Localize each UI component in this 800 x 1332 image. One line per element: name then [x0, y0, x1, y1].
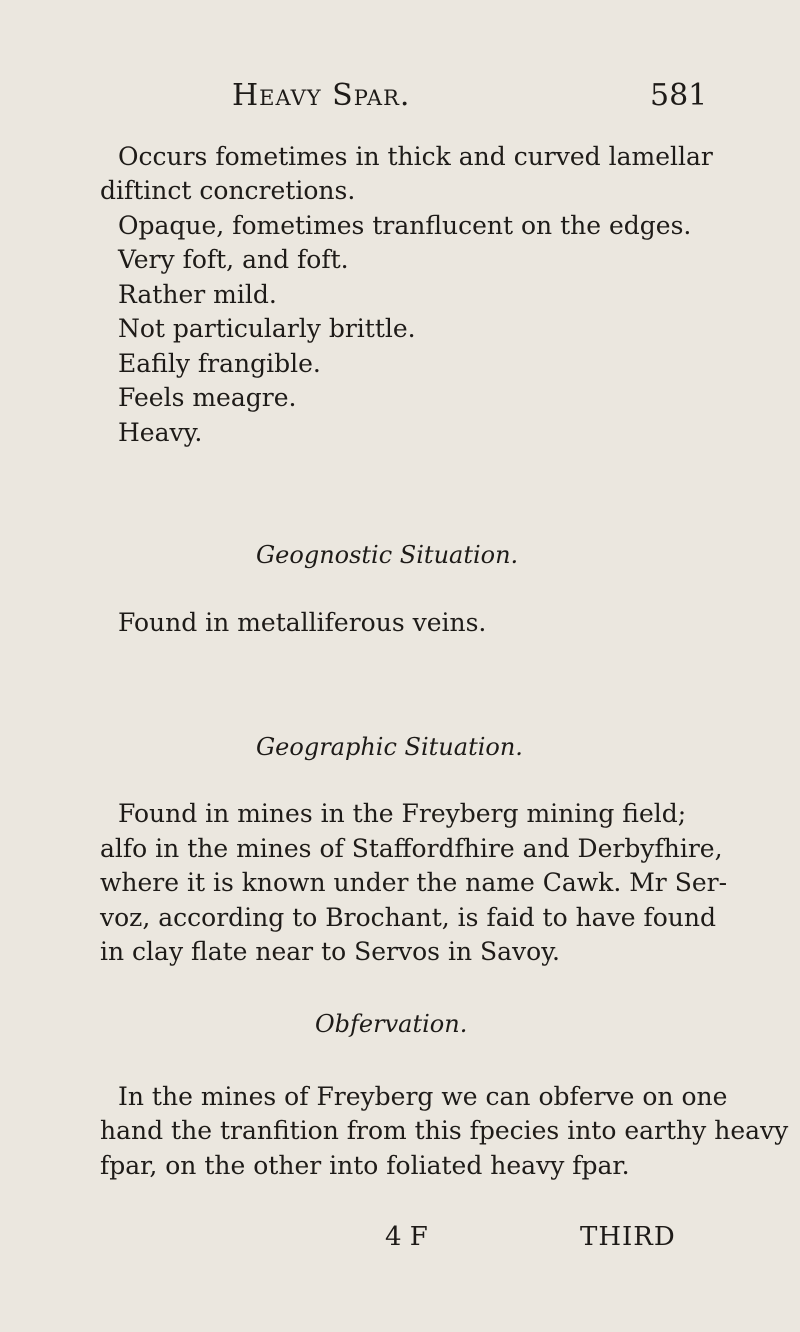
- page-number: 581: [650, 78, 708, 113]
- description-line: Very foft, and foft.: [118, 245, 349, 274]
- section-line: In the mines of Freyberg we can obferve on one: [118, 1082, 728, 1111]
- description-line: diftinct concretions.: [100, 176, 356, 205]
- section-line: Found in mines in the Freyberg mining field;: [118, 799, 687, 828]
- section-line: alfo in the mines of Staffordfhire and Derbyfhire,: [100, 834, 723, 863]
- description-line: Eafily frangible.: [118, 349, 321, 378]
- description-line: Opaque, fometimes tranflucent on the edges.: [118, 211, 692, 240]
- description-line: Feels meagre.: [118, 383, 297, 412]
- section-line: fpar, on the other into foliated heavy fpar.: [100, 1151, 630, 1180]
- section-heading: Obfervation.: [315, 1010, 468, 1038]
- section-line: in clay flate near to Servos in Savoy.: [100, 937, 560, 966]
- section-line: hand the tranfition from this fpecies into earthy heavy: [100, 1116, 789, 1145]
- section-heading: Geographic Situation.: [256, 733, 523, 761]
- section-heading: Geognostic Situation.: [256, 541, 519, 569]
- catchword: THIRD: [580, 1222, 676, 1252]
- signature-mark: 4 F: [385, 1222, 428, 1252]
- section-line: where it is known under the name Cawk. Mr Ser-: [100, 868, 728, 897]
- description-line: Rather mild.: [118, 280, 277, 309]
- description-line: Heavy.: [118, 418, 203, 447]
- running-title: Heavy Spar.: [232, 78, 411, 113]
- page-header: [0, 68, 800, 128]
- description-line: Not particularly brittle.: [118, 314, 416, 343]
- section-line: voz, according to Brochant, is faid to have found: [100, 903, 716, 932]
- section-line: Found in metalliferous veins.: [118, 608, 487, 637]
- description-line: Occurs fometimes in thick and curved lamellar: [118, 142, 713, 171]
